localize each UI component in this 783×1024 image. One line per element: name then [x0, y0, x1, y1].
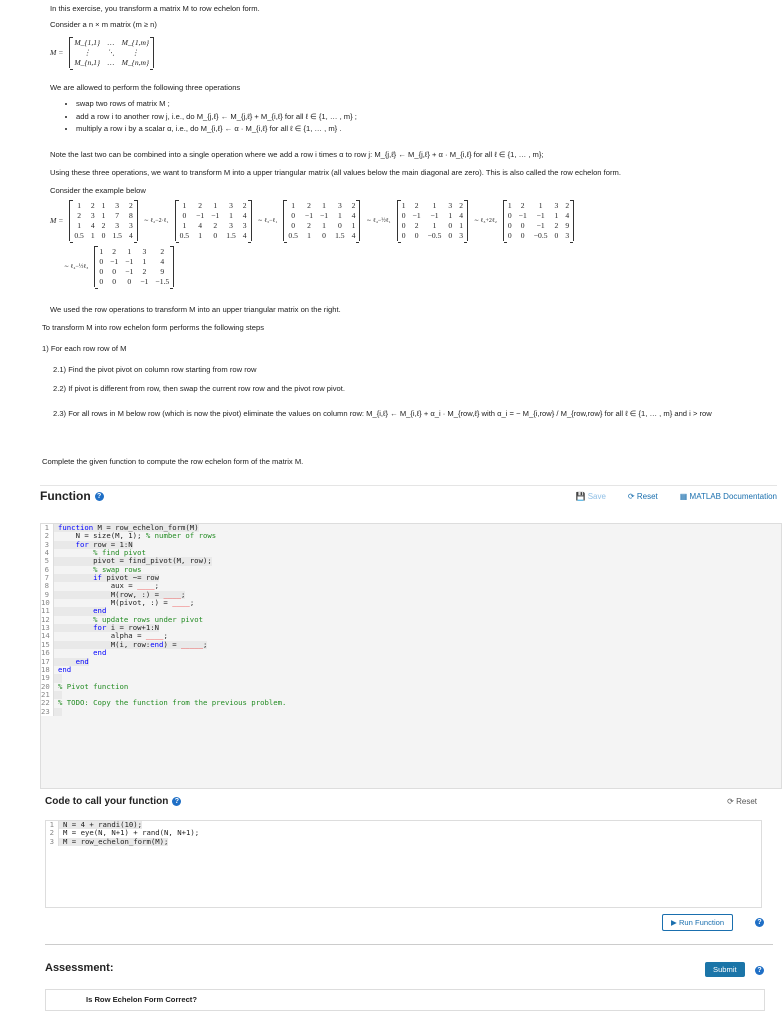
matrix-cell: −1: [412, 211, 421, 220]
matrix-cell: −1: [211, 211, 220, 220]
matrix-cell: 1.5: [226, 231, 236, 240]
line-number: 16: [41, 649, 54, 657]
example-matrix: [503, 200, 574, 241]
matrix-cell: 2: [554, 221, 559, 230]
matrix-cell: 2: [242, 201, 247, 210]
matrix-cell: 4: [351, 231, 356, 240]
matrix-cell: 0: [448, 221, 453, 230]
matrix-cell: 1: [507, 201, 512, 210]
line-number: 6: [41, 566, 54, 574]
matrix-cell: 0: [112, 277, 117, 286]
step-2-3: 2.3) For all rows in M below row (which is now the pivot) eliminate the values on column row: M_{i,ℓ} ← M_{i,ℓ} + α_i · M_{row,ℓ} with α_i = − M_{i,row} / M_{row,row} for all ℓ ∈ {1, … , m} and i > row: [53, 409, 712, 418]
code-text[interactable]: M(row, :) = ____;: [54, 591, 185, 599]
code-text[interactable]: % swap rows: [93, 564, 142, 574]
matrix-cell: 3: [337, 201, 342, 210]
assessment-header: [45, 962, 777, 974]
intro-line-1: In this exercise, you transform a matrix M to row echelon form.: [50, 4, 260, 13]
matrix-cell: 0: [507, 221, 512, 230]
matrix-cell: 0: [112, 267, 117, 276]
matrix-cell: 1: [77, 201, 81, 210]
matrix-cell: 3: [229, 201, 233, 210]
matrix-cell: 1: [337, 211, 342, 220]
code-text[interactable]: if pivot ~= row: [54, 574, 159, 582]
code-line[interactable]: [41, 641, 781, 649]
matrix-cell: 3: [142, 247, 147, 256]
code-text[interactable]: for i = row+1:N: [54, 624, 159, 632]
example-matrix: [69, 200, 137, 241]
matrix-cell: −1: [536, 221, 545, 230]
matrix-cell: 1: [448, 211, 453, 220]
matrix-cell: 2: [77, 211, 81, 220]
help-icon[interactable]: ?: [172, 797, 181, 806]
matrix-cell: 1.5: [335, 231, 345, 240]
matrix-cell: 0: [520, 231, 525, 240]
code-text[interactable]: M = row_echelon_form(M);: [59, 838, 168, 846]
matrix-cell: 1: [77, 221, 81, 230]
matrix-cell: 2: [307, 221, 311, 230]
matrix-cell: 4: [565, 211, 570, 220]
line-number: 20: [41, 683, 54, 691]
matrix-cell: −0.5: [533, 231, 548, 240]
example-matrices-row-2: [58, 246, 174, 287]
call-title: Code to call your function: [45, 796, 169, 807]
matrix-cell: 1: [229, 211, 233, 220]
step-2-2: 2.2) If pivot is different from row, then swap the current row row and the pivot row pivot.: [53, 384, 345, 393]
function-title: Function: [40, 489, 91, 503]
matrix-cell: 0: [213, 231, 218, 240]
matrix-cell: 4: [128, 231, 133, 240]
op-add: • add a row i to another row j, i.e., do M_{j,ℓ} ← M_{j,ℓ} + M_{i,ℓ} for all ℓ ∈ {1, … , m} ;: [76, 111, 357, 124]
matrix-cell: 2: [565, 201, 570, 210]
row-operation-label: ∼ ℓ₄−½ℓ₃: [64, 264, 89, 270]
test-label: Is Row Echelon Form Correct?: [86, 995, 197, 1004]
using-text: Using these three operations, we want to transform M into a upper triangular matrix (all values below the main diagonal are zero). This is also called the row echelon form.: [50, 168, 621, 177]
reset-button[interactable]: ⟳ Reset: [627, 491, 658, 501]
matrix-cell: M_{1,m}: [121, 38, 150, 47]
result-text: We used the row operations to transform M into an upper triangular matrix on the right.: [50, 305, 341, 314]
line-number: 4: [41, 549, 54, 557]
matrix-cell: 0.5: [74, 231, 84, 240]
function-header: [40, 489, 777, 503]
matrix-cell: 1.5: [112, 231, 122, 240]
line-number: 1: [46, 821, 59, 829]
op-swap: • swap two rows of matrix M ;: [76, 98, 357, 111]
matrix-cell: 1: [322, 221, 326, 230]
op-multiply: • multiply a row i by a scalar α, i.e., do M_{i,ℓ} ← α · M_{i,ℓ} for all ℓ ∈ {1, … , m} .: [76, 123, 357, 136]
code-text[interactable]: % TODO: Copy the function from the previous problem.: [58, 698, 287, 708]
line-number: 9: [41, 591, 54, 599]
line-number: 3: [41, 541, 54, 549]
code-line[interactable]: [41, 649, 781, 657]
matrix-cell: −1: [196, 211, 205, 220]
matrix-cell: 3: [459, 231, 464, 240]
code-text[interactable]: % find pivot: [93, 548, 146, 558]
matrix-cell: 1: [351, 221, 356, 230]
save-button[interactable]: 💾 Save: [575, 491, 606, 501]
matrix-cell: 0: [401, 231, 406, 240]
matrix-cell: 2: [101, 221, 106, 230]
matrix-cell: 3: [242, 221, 247, 230]
matrix-cell: 1: [307, 231, 311, 240]
matrix-cell: 3: [90, 211, 95, 220]
matrix-cell: 2: [90, 201, 95, 210]
matrix-cell: 1: [322, 201, 326, 210]
matrix-cell: 0: [101, 231, 106, 240]
matrix-cell: 1: [291, 201, 296, 210]
matrix-cell: 0.5: [179, 231, 190, 240]
matrix-cell: 1: [182, 221, 187, 230]
matrix-cell: M_{n,m}: [121, 58, 150, 67]
line-number: 8: [41, 582, 54, 590]
step-2-1: 2.1) Find the pivot pivot on column row starting from row row: [53, 365, 257, 374]
matrix-cell: 0: [291, 211, 296, 220]
matrix-cell: 2: [351, 201, 356, 210]
matrix-label: M =: [50, 216, 64, 225]
call-header: [45, 796, 777, 807]
matrix-cell: 4: [160, 257, 165, 266]
complete-text: Complete the given function to compute the row echelon form of the matrix M.: [42, 457, 304, 466]
matrix-cell: 1: [198, 231, 203, 240]
matrix-cell: 4: [90, 221, 95, 230]
matrix-cell: 1: [182, 201, 187, 210]
row-operation-label: ∼ ℓ₂−2·ℓ₁: [143, 218, 169, 224]
matrix-cell: 3: [229, 221, 233, 230]
code-text[interactable]: M(pivot, :) = ____;: [58, 598, 195, 608]
code-line[interactable]: [41, 674, 781, 682]
matrix-cell: 0: [507, 231, 512, 240]
code-text[interactable]: M(i, row:end) = _____;: [54, 641, 207, 649]
matrix-cell: −0.5: [427, 231, 442, 240]
code-text[interactable]: end: [54, 658, 89, 666]
matrix-cell: 0: [401, 211, 406, 220]
code-text[interactable]: for row = 1:N: [54, 541, 133, 549]
code-text[interactable]: N = 4 + randi(10);: [59, 821, 142, 829]
matrix-cell: 2: [213, 221, 218, 230]
matrix-cell: 0: [507, 211, 512, 220]
matrix-cell: ⋮: [131, 48, 140, 57]
matrix-cell: ⋮: [83, 48, 91, 57]
line-number: 19: [41, 674, 54, 682]
line-number: 21: [41, 691, 54, 699]
run-function-button[interactable]: ▶ Run Function: [662, 914, 733, 931]
code-text[interactable]: N = size(M, 1); % number of rows: [58, 531, 217, 541]
example-matrix: [175, 200, 252, 241]
submit-button[interactable]: Submit: [705, 962, 745, 977]
matrix-cell: 2: [459, 201, 464, 210]
note-text: Note the last two can be combined into a single operation where we add a row i times α to row j: M_{j,ℓ} ← M_{j,ℓ} + α · M_{i,ℓ} for all ℓ ∈ {1, … , m};: [50, 150, 544, 159]
matrix-cell: 4: [242, 211, 247, 220]
code-line[interactable]: [41, 557, 781, 565]
code-text[interactable]: aux = ____;: [58, 581, 160, 591]
example-matrix: [397, 200, 468, 241]
matrix-cell: 0: [127, 277, 132, 286]
matrix-cell: 2: [414, 221, 419, 230]
code-text[interactable]: % update rows under pivot: [93, 614, 203, 624]
matrix-cell: …: [107, 38, 115, 47]
matrix-cell: 4: [351, 211, 356, 220]
line-number: 1: [41, 524, 54, 532]
matrix-cell: 3: [448, 201, 453, 210]
matrix-cell: 3: [565, 231, 570, 240]
matrix-cell: 1: [538, 201, 543, 210]
matrix-cell: −1.5: [155, 277, 170, 286]
line-number: 5: [41, 557, 54, 565]
assessment-test-item: [45, 989, 765, 1011]
line-number: 2: [46, 829, 59, 837]
matrix-cell: 0: [520, 221, 525, 230]
matrix-cell: 3: [115, 221, 120, 230]
help-icon[interactable]: ?: [755, 918, 764, 927]
line-number: 15: [41, 641, 54, 649]
matrix-cell: 0: [291, 221, 296, 230]
matrix-cell: 1: [213, 201, 218, 210]
code-line[interactable]: [41, 708, 781, 716]
code-text[interactable]: M = eye(N, N+1) + rand(N, N+1);: [63, 828, 200, 838]
code-text[interactable]: % Pivot function: [58, 681, 129, 691]
matrix-cell: ⋱: [107, 48, 115, 57]
code-text[interactable]: end: [93, 648, 107, 658]
matrix-cell: 4: [242, 231, 247, 240]
matrix-cell: 2: [142, 267, 147, 276]
matrix-cell: 0: [99, 277, 104, 286]
row-operation-label: ∼ ℓ₃+2ℓ₂: [474, 218, 497, 224]
call-reset-button[interactable]: ⟳ Reset: [727, 797, 757, 806]
matrix-cell: 1: [432, 221, 437, 230]
help-icon[interactable]: ?: [95, 492, 104, 501]
code-line[interactable]: [41, 683, 781, 691]
matrix-cell: 1: [142, 257, 147, 266]
example-matrix: [283, 200, 360, 241]
matrix-cell: 4: [198, 221, 203, 230]
matrix-cell: −1: [536, 211, 545, 220]
matrix-cell: 0: [554, 231, 559, 240]
matrix-cell: 1: [101, 211, 106, 220]
line-number: 3: [46, 838, 59, 846]
matrix-cell: 9: [160, 267, 165, 276]
row-operation-label: ∼ ℓ₄−½ℓ₁: [366, 218, 391, 224]
code-line[interactable]: [41, 541, 781, 549]
code-text[interactable]: function M = row_echelon_form(M): [54, 524, 199, 532]
matrix-cell: 1: [127, 247, 132, 256]
line-number: 10: [41, 599, 54, 607]
line-number: 18: [41, 666, 54, 674]
allowed-text: We are allowed to perform the following three operations: [50, 83, 241, 92]
steps-title: To transform M into row echelon form performs the following steps: [42, 323, 264, 332]
matrix-cell: 1: [554, 211, 559, 220]
matrix-cell: 2: [112, 247, 117, 256]
matrix-cell: 7: [115, 211, 120, 220]
matrix-cell: −1: [110, 257, 119, 266]
matrix-cell: 0: [99, 267, 104, 276]
code-text[interactable]: end: [54, 607, 106, 615]
matrix-cell: −1: [140, 277, 149, 286]
code-line[interactable]: [41, 599, 781, 607]
matrix-cell: 2: [128, 201, 133, 210]
matrix-cell: −1: [320, 211, 329, 220]
code-line[interactable]: [41, 666, 781, 674]
assessment-title: Assessment:: [45, 962, 114, 974]
matrix-cell: 0.5: [288, 231, 298, 240]
line-number: 17: [41, 658, 54, 666]
help-icon[interactable]: ?: [755, 966, 764, 975]
matrix-cell: 0: [337, 221, 342, 230]
matrix-cell: 1: [99, 247, 104, 256]
code-line[interactable]: [41, 658, 781, 666]
line-number: 13: [41, 624, 54, 632]
code-line[interactable]: [41, 532, 781, 540]
matrix-cell: 0: [322, 231, 326, 240]
matrix-cell: 1: [90, 231, 95, 240]
matrix-cell: 8: [128, 211, 133, 220]
matrix-cell: 0: [182, 211, 187, 220]
matrix-cell: 2: [307, 201, 311, 210]
matrix-cell: 1: [459, 221, 464, 230]
operations-list: [76, 98, 357, 136]
line-number: 7: [41, 574, 54, 582]
matrix-cell: 1: [401, 201, 406, 210]
function-code-editor[interactable]: [40, 523, 782, 789]
matrix-cell: 0: [448, 231, 453, 240]
matrix-cell: 2: [198, 201, 203, 210]
matrix-cell: 3: [115, 201, 120, 210]
code-text[interactable]: [54, 708, 62, 716]
example-text: Consider the example below: [50, 186, 146, 195]
step-1: 1) For each row row of M: [42, 344, 127, 353]
matrix-cell: −1: [304, 211, 314, 220]
matrix-cell: 0: [99, 257, 104, 266]
matrix-cell: M_{1,1}: [74, 38, 101, 47]
matrix-cell: …: [107, 58, 115, 67]
matrix-cell: −1: [430, 211, 439, 220]
line-number: 2: [41, 532, 54, 540]
matrix-cell: 3: [554, 201, 559, 210]
code-line[interactable]: [46, 838, 761, 846]
matrix-cell: 1: [101, 201, 106, 210]
line-number: 14: [41, 632, 54, 640]
matrix-cell: 3: [128, 221, 133, 230]
matrix-cell: 0: [401, 221, 406, 230]
example-matrices-row-1: [50, 200, 574, 241]
matrix-cell: 9: [565, 221, 570, 230]
matrix-cell: −1: [518, 211, 527, 220]
call-code-editor[interactable]: [45, 820, 762, 908]
line-number: 22: [41, 699, 54, 707]
line-number: 11: [41, 607, 54, 615]
matrix-cell: 2: [414, 201, 419, 210]
code-line[interactable]: [41, 699, 781, 707]
matrix-cell: 2: [520, 201, 525, 210]
matrix-cell: −1: [125, 267, 134, 276]
code-text[interactable]: alpha = ____;: [58, 631, 168, 641]
matrix-cell: 0: [414, 231, 419, 240]
matrix-cell: 1: [432, 201, 437, 210]
line-number: 23: [41, 708, 54, 716]
generic-matrix: M = M_{1,1} … M_{1,m} ⋮ ⋱ ⋮ M_{n,1} … M_{n,m}: [50, 37, 154, 68]
intro-line-2: Consider a n × m matrix (m ≥ n): [50, 20, 157, 29]
row-operation-label: ∼ ℓ₃−ℓ₁: [257, 218, 278, 224]
line-number: 12: [41, 616, 54, 624]
matrix-cell: 4: [459, 211, 464, 220]
code-text[interactable]: pivot = find_pivot(M, row);: [54, 557, 212, 565]
code-text[interactable]: end: [58, 664, 72, 674]
matlab-docs-link[interactable]: ▦ MATLAB Documentation: [679, 491, 777, 501]
matrix-cell: −1: [125, 257, 134, 266]
example-matrix: [94, 246, 174, 287]
matrix-cell: 2: [160, 247, 165, 256]
matrix-cell: M_{n,1}: [74, 58, 101, 67]
